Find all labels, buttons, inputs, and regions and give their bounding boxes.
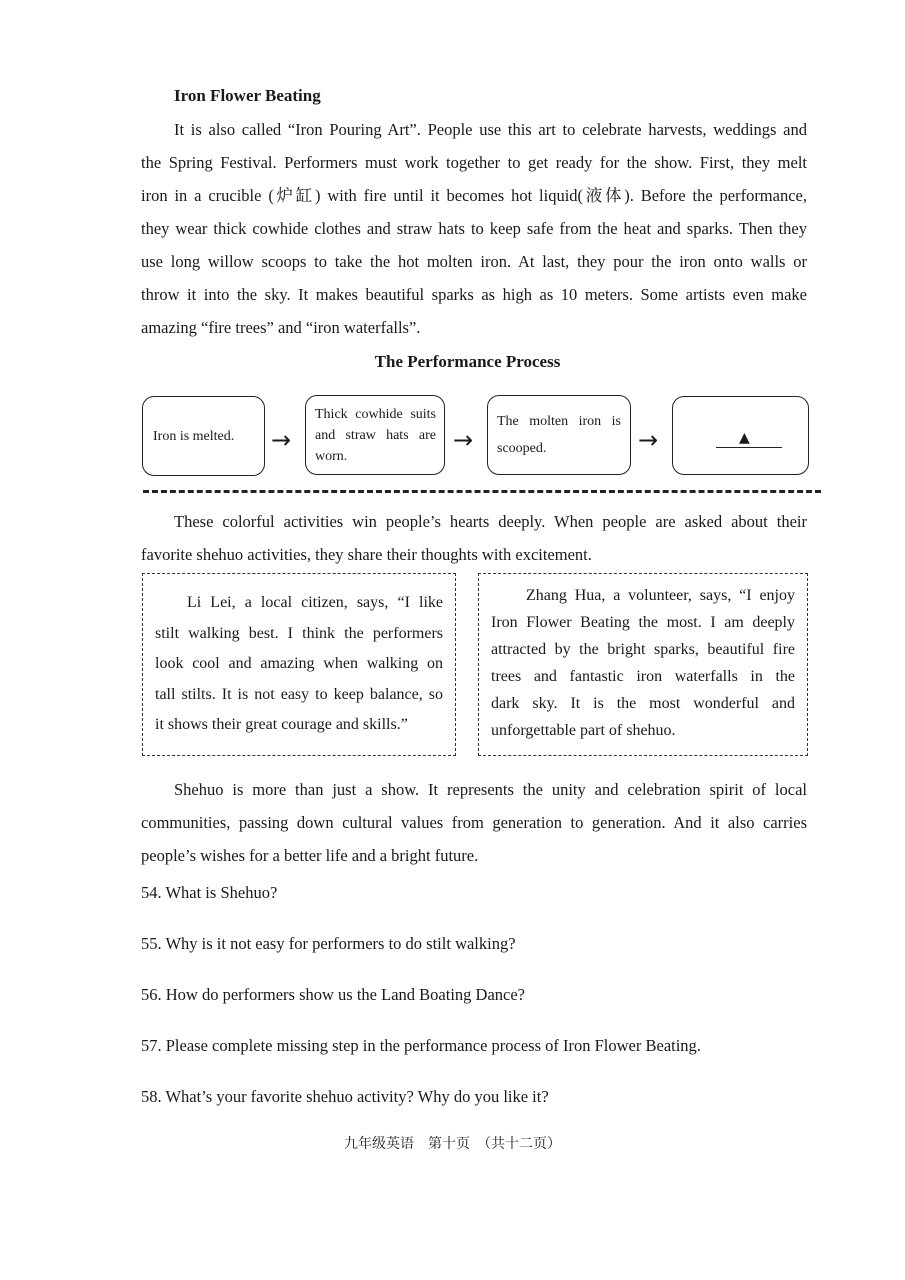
conclusion-line: people’s wishes for a better life and a bright future. [141, 846, 479, 865]
activities-paragraph [141, 505, 807, 571]
process-step-3 [487, 395, 631, 475]
intro-line: they wear thick cowhide clothes and straw hats to keep safe from the heat and sparks. Then they [141, 219, 807, 238]
quote-line: look cool and amazing when walking on [155, 655, 443, 672]
intro-line: It is also called “Iron Pouring Art”. People use this art to celebrate harvests, weddings and [174, 120, 807, 139]
quote-line: tall stilts. It is not easy to keep balance, so [155, 685, 443, 703]
question-54: 54. What is Shehuo? [141, 883, 278, 902]
process-step-2 [305, 395, 445, 475]
conclusion-line: Shehuo is more than just a show. It represents the unity and celebration spirit of local [174, 780, 807, 799]
quote-line: it shows their great courage and skills.” [155, 716, 408, 733]
intro-line: iron in a crucible (炉缸) with fire until it becomes hot liquid(液体). Before the performance, [141, 186, 807, 205]
quote-line: Iron Flower Beating the most. I am deeply [491, 614, 795, 631]
intro-line: amazing “fire trees” and “iron waterfalls”. [141, 318, 421, 337]
question-58: 58. What’s your favorite shehuo activity? Why do you like it? [141, 1087, 549, 1106]
process-step-text: The molten iron is scooped. [497, 414, 621, 456]
conclusion-paragraph [141, 773, 807, 872]
zhang-hua-quote-box [478, 573, 808, 756]
section-divider [143, 490, 821, 493]
question-57: 57. Please complete missing step in the performance process of Iron Flower Beating. [141, 1036, 701, 1055]
intro-line: the Spring Festival. Performers must work together to get ready for the show. First, they melt [141, 153, 807, 172]
triangle-marker-icon: ▲ [739, 430, 750, 446]
intro-line: throw it into the sky. It makes beautiful sparks as high as 10 meters. Some artists even make [141, 285, 807, 304]
quote-line: Li Lei, a local citizen, says, “I like [187, 594, 443, 611]
intro-line: use long willow scoops to take the hot molten iron. At last, they pour the iron onto walls or [141, 252, 807, 271]
intro-paragraph [141, 113, 807, 344]
quote-line: attracted by the bright sparks, beautiful fire [491, 641, 795, 658]
quote-line: dark sky. It is the most wonderful and [491, 695, 795, 712]
process-step-1 [142, 396, 265, 476]
activities-line: These colorful activities win people’s hearts deeply. When people are asked about their [174, 512, 807, 531]
quote-line: unforgettable part of shehuo. [491, 722, 676, 739]
process-step-text: Thick cowhide suits and straw hats are worn. [315, 407, 436, 464]
section-title: Iron Flower Beating [174, 86, 321, 105]
activities-line: favorite shehuo activities, they share their thoughts with excitement. [141, 545, 592, 564]
process-step-blank [672, 396, 809, 475]
arrow-icon: → [638, 426, 659, 454]
arrow-icon: → [453, 426, 474, 454]
process-step-text: Iron is melted. [153, 428, 235, 444]
question-55: 55. Why is it not easy for performers to do stilt walking? [141, 934, 516, 953]
question-56: 56. How do performers show us the Land Boating Dance? [141, 985, 525, 1004]
quote-line: stilt walking best. I think the performers [155, 624, 443, 642]
arrow-icon: → [271, 426, 292, 454]
process-title: The Performance Process [374, 352, 561, 371]
answer-blank-line[interactable] [716, 447, 782, 448]
conclusion-line: communities, passing down cultural values from generation to generation. And it also carries [141, 813, 807, 832]
li-lei-quote-box [142, 573, 456, 756]
quote-line: Zhang Hua, a volunteer, says, “I enjoy [526, 587, 795, 604]
page-footer: 九年级英语 第十页 （共十二页） [344, 1136, 561, 1152]
quote-line: trees and fantastic iron waterfalls in the [491, 668, 795, 685]
